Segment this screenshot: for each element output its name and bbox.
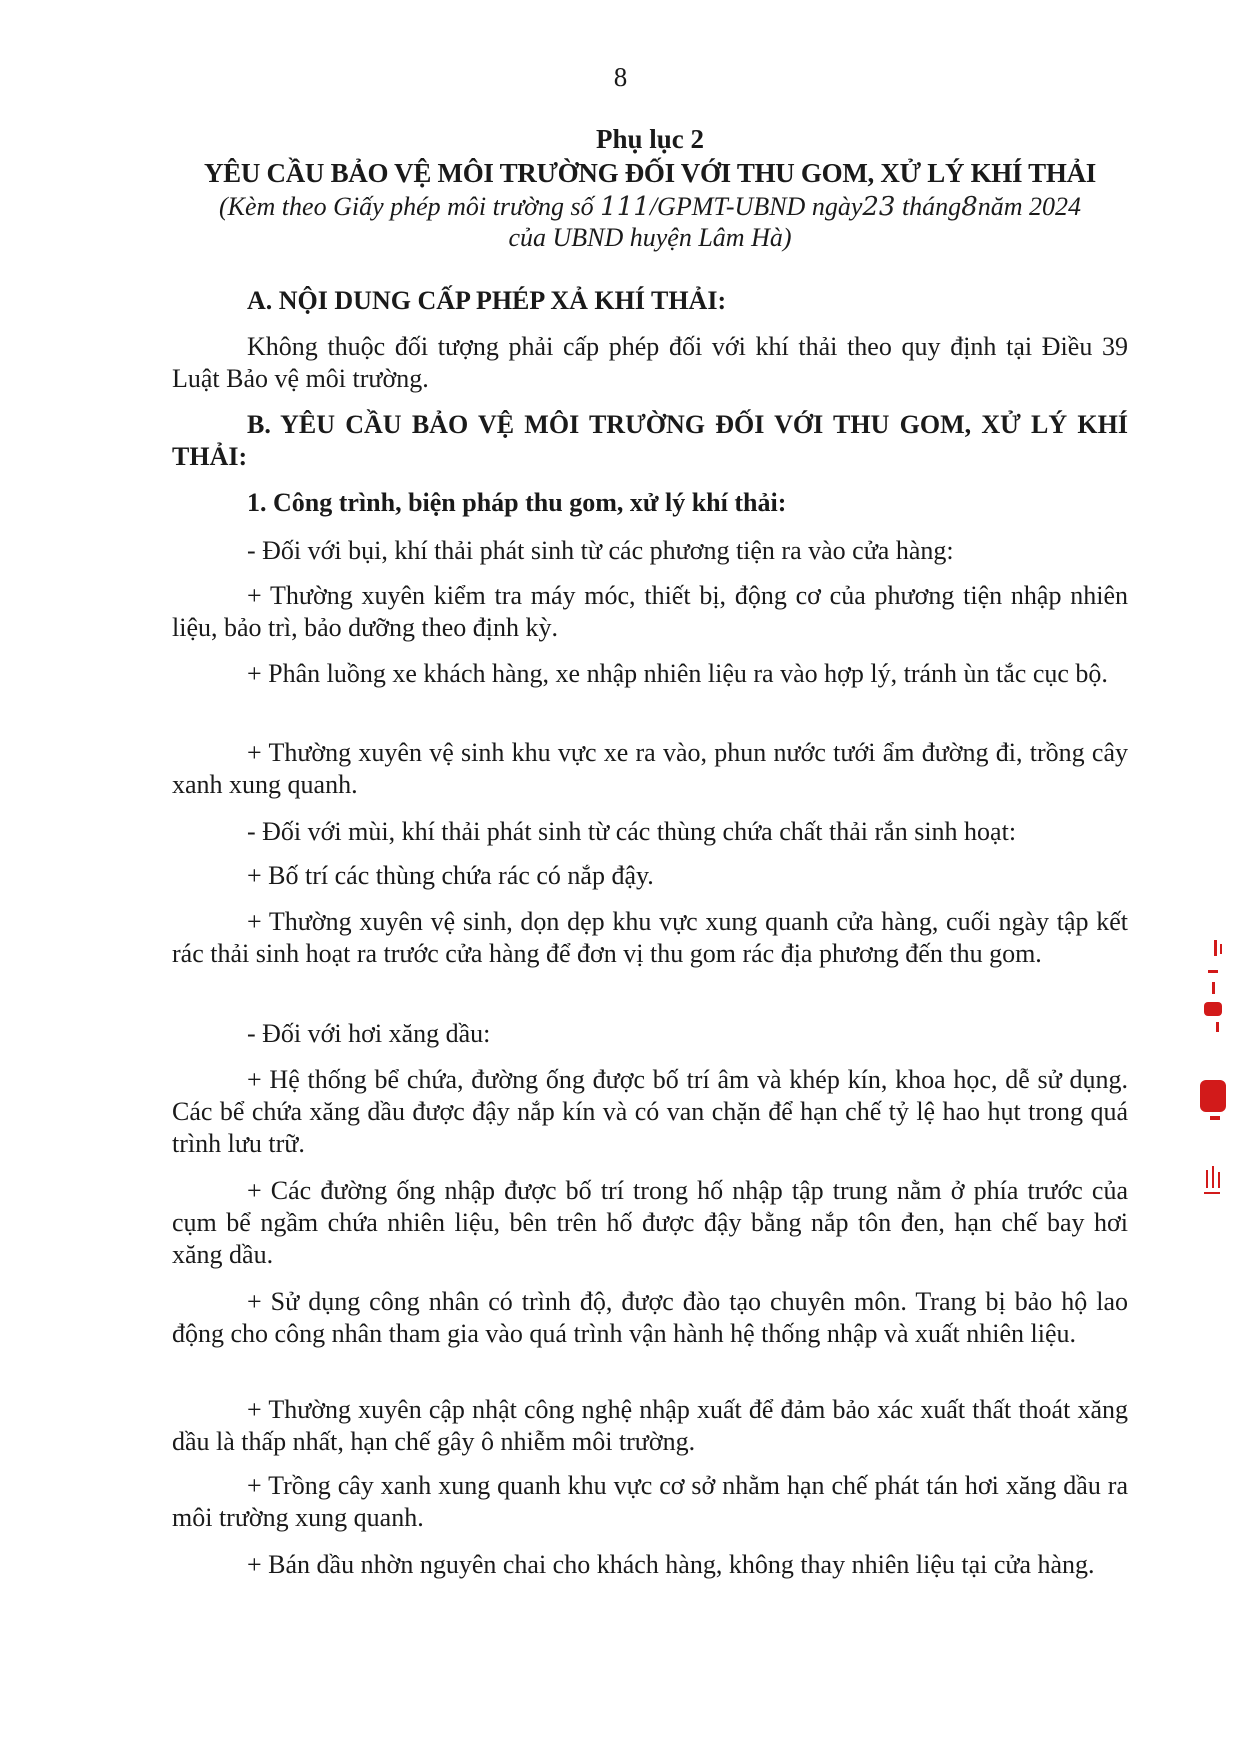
odor-item-1: + Bố trí các thùng chứa rác có nắp đậy. <box>247 861 654 890</box>
subsection-1-heading: 1. Công trình, biện pháp thu gom, xử lý khí thải: <box>247 488 787 517</box>
appendix-subtitle <box>100 192 1200 222</box>
red-stamp-mark <box>1192 930 1232 1210</box>
permit-number-handwritten: 111 <box>600 192 650 222</box>
subtitle-prefix: (Kèm theo Giấy phép môi trường số <box>218 192 601 221</box>
subtitle-suffix: năm 2024 <box>977 192 1082 221</box>
odor-heading: - Đối với mùi, khí thải phát sinh từ các thùng chứa chất thải rắn sinh hoạt: <box>247 817 1017 846</box>
section-a-heading: A. NỘI DUNG CẤP PHÉP XẢ KHÍ THẢI: <box>247 286 727 315</box>
appendix-title: YÊU CẦU BẢO VỆ MÔI TRƯỜNG ĐỐI VỚI THU GOM, XỬ LÝ KHÍ THẢI <box>203 158 1096 188</box>
dust-item-1: + Thường xuyên kiểm tra máy móc, thiết bị, động cơ của phương tiện nhập nhiên liệu, bảo trì, bảo dưỡng theo định kỳ. <box>172 581 1128 642</box>
vapor-item-1: + Hệ thống bể chứa, đường ống được bố trí âm và khép kín, khoa học, dễ sử dụng. Các bể chứa xăng dầu được đậy nắp kín và có van chặn để hạn chế tỷ lệ hao hụt trong quá trình lưu trữ. <box>172 1065 1128 1158</box>
vapor-item-6: + Bán dầu nhờn nguyên chai cho khách hàng, không thay nhiên liệu tại cửa hàng. <box>247 1550 1095 1579</box>
month-handwritten: 8 <box>961 192 978 222</box>
odor-item-2: + Thường xuyên vệ sinh, dọn dẹp khu vực xung quanh cửa hàng, cuối ngày tập kết rác thải sinh hoạt ra trước cửa hàng để đơn vị thu gom rác địa phương đến thu gom. <box>172 907 1128 968</box>
dust-item-2: + Phân luồng xe khách hàng, xe nhập nhiên liệu ra vào hợp lý, tránh ùn tắc cục bộ. <box>247 659 1108 688</box>
vapor-heading: - Đối với hơi xăng dầu: <box>247 1019 491 1048</box>
subtitle-mid-2: tháng <box>895 192 962 221</box>
vapor-item-4: + Thường xuyên cập nhật công nghệ nhập xuất để đảm bảo xác xuất thất thoát xăng dầu là thấp nhất, hạn chế gây ô nhiễm môi trường. <box>172 1395 1128 1456</box>
section-b-heading: B. YÊU CẦU BẢO VỆ MÔI TRƯỜNG ĐỐI VỚI THU GOM, XỬ LÝ KHÍ THẢI: <box>172 410 1128 471</box>
page-number: 8 <box>613 62 628 92</box>
vapor-item-3: + Sử dụng công nhân có trình độ, được đào tạo chuyên môn. Trang bị bảo hộ lao động cho công nhân tham gia vào quá trình vận hành hệ thống nhập và xuất nhiên liệu. <box>172 1287 1128 1348</box>
dust-item-3: + Thường xuyên vệ sinh khu vực xe ra vào, phun nước tưới ẩm đường đi, trồng cây xanh xung quanh. <box>172 738 1128 799</box>
dust-heading: - Đối với bụi, khí thải phát sinh từ các phương tiện ra vào cửa hàng: <box>247 536 954 565</box>
appendix-label: Phụ lục 2 <box>595 124 705 154</box>
section-a-body: Không thuộc đối tượng phải cấp phép đối với khí thải theo quy định tại Điều 39 Luật Bảo vệ môi trường. <box>172 332 1128 393</box>
day-handwritten: 23 <box>862 192 896 222</box>
subtitle-mid-1: /GPMT-UBND ngày <box>649 192 863 221</box>
vapor-item-2: + Các đường ống nhập được bố trí trong hố nhập tập trung nằm ở phía trước của cụm bể ngầm chứa nhiên liệu, bên trên hố được đậy bằng nắp tôn đen, hạn chế bay hơi xăng dầu. <box>172 1176 1128 1269</box>
appendix-subtitle-line-2: của UBND huyện Lâm Hà) <box>508 223 792 252</box>
vapor-item-5: + Trồng cây xanh xung quanh khu vực cơ sở nhằm hạn chế phát tán hơi xăng dầu ra môi trường xung quanh. <box>172 1471 1128 1532</box>
